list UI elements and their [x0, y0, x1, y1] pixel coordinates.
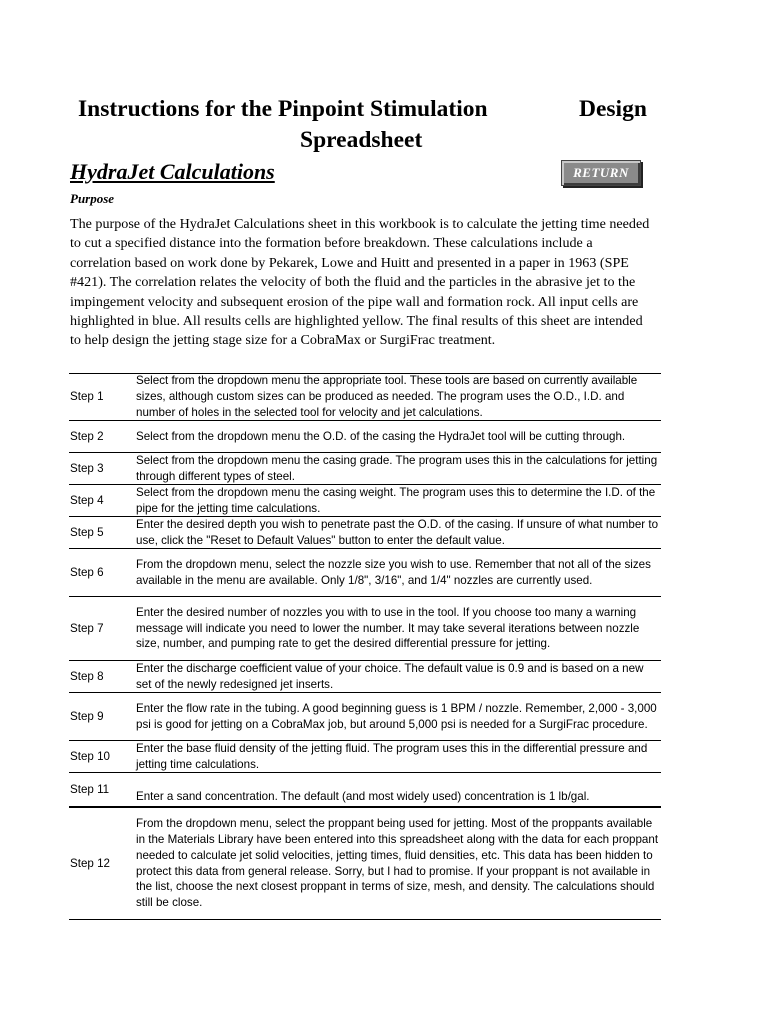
step-label: Step 6 [70, 565, 104, 579]
step-label: Step 9 [70, 709, 104, 723]
step-row [69, 773, 661, 808]
step-row [69, 453, 661, 485]
step-label: Step 12 [70, 856, 110, 870]
step-description: Select from the dropdown menu the O.D. of the casing the HydraJet tool will be cutting through. [136, 429, 626, 443]
step-description: Enter the base fluid density of the jetting fluid. The program uses this in the differential pressure and jetting time calculations. [136, 741, 648, 771]
step-row [69, 485, 661, 517]
step-label: Step 2 [70, 429, 104, 443]
step-row [69, 421, 661, 453]
step-label: Step 3 [70, 461, 104, 475]
step-label: Step 10 [70, 749, 110, 763]
step-row [69, 373, 661, 421]
step-label: Step 5 [70, 525, 104, 539]
step-label: Step 11 [70, 783, 110, 796]
step-description: Enter the desired number of nozzles you with to use in the tool. If you choose too many a warning message will indicate you need to lower the number. It may take several iterations between nozzle size, number, and pumping rate to get the desired differential pressure for jetting. [136, 605, 640, 651]
step-description: Select from the dropdown menu the casing grade. The program uses this in the calculations for jetting through different types of steel. [136, 453, 658, 483]
intro-paragraph: The purpose of the HydraJet Calculations sheet in this workbook is to calculate the jetting time needed to cut a specified distance into the formation before breakdown. These calculations include a correlation based on work done by Pekarek, Lowe and Huitt and presented in a paper in 1963 (SPE #421). The correlation relates the velocity of both the fluid and the particles in the abrasive jet to the impingement velocity and subsequent erosion of the pipe wall and formation rock. All input cells are highlighted in blue. All results cells are highlighted yellow. The final results of this sheet are intended to help design the jetting stage size for a CobraMax or SurgiFrac treatment. [70, 216, 650, 349]
title-word-right: Design [579, 96, 647, 122]
step-description: From the dropdown menu, select the nozzle size you wish to use. Remember that not all of the sizes available in the menu are available. Only 1/8", 3/16", and 1/4" nozzles are currently used. [136, 557, 651, 587]
step-row [69, 741, 661, 773]
return-button[interactable]: RETURN [561, 160, 641, 186]
step-description: Select from the dropdown menu the appropriate tool. These tools are based on currently available sizes, although custom sizes can be produced as needed. The program uses the O.D., I.D. and number of holes in the selected tool for velocity and jet calculations. [136, 374, 638, 419]
step-label: Step 7 [70, 621, 104, 635]
step-row [69, 549, 661, 597]
step-row [69, 517, 661, 549]
step-row [69, 808, 661, 920]
step-description: Select from the dropdown menu the casing weight. The program uses this to determine the I.D. of the pipe for the jetting time calculations. [136, 485, 656, 515]
step-description: Enter the desired depth you wish to penetrate past the O.D. of the casing. If unsure of what number to use, click the "Reset to Default Values" button to enter the default value. [136, 517, 659, 547]
step-label: Step 4 [70, 493, 104, 507]
step-row [69, 661, 661, 693]
section-title: HydraJet Calculations [70, 159, 275, 184]
step-description: Enter the discharge coefficient value of your choice. The default value is 0.9 and is based on a new set of the newly redesigned jet inserts. [136, 661, 644, 691]
step-label: Step 1 [70, 390, 104, 404]
step-description: Enter the flow rate in the tubing. A good beginning guess is 1 BPM / nozzle. Remember, 2,000 - 3,000 psi is good for jetting on a CobraMax job, but around 5,000 psi is needed for a SurgiFrac procedure. [136, 701, 657, 731]
step-row [69, 693, 661, 741]
title-line-2: Spreadsheet [300, 127, 423, 153]
step-row [69, 597, 661, 661]
steps-table [69, 373, 661, 920]
title-line-1: Instructions for the Pinpoint Stimulation [78, 96, 488, 122]
step-label: Step 8 [70, 669, 104, 683]
step-description: Enter a sand concentration. The default (and most widely used) concentration is 1 lb/gal. [136, 790, 590, 804]
purpose-heading: Purpose [70, 191, 115, 206]
step-description: From the dropdown menu, select the proppant being used for jetting. Most of the proppants available in the Materials Library have been entered into this spreadsheet along with the data for each proppant needed to calculate jet solid velocities, jetting times, fluid densities, etc. This data has been hidden to protect this data from general release. Sorry, but I had to promise. If your proppant is not available in the list, choose the next closest proppant in terms of size, mesh, and density. The calculations should still be close. [136, 817, 659, 910]
